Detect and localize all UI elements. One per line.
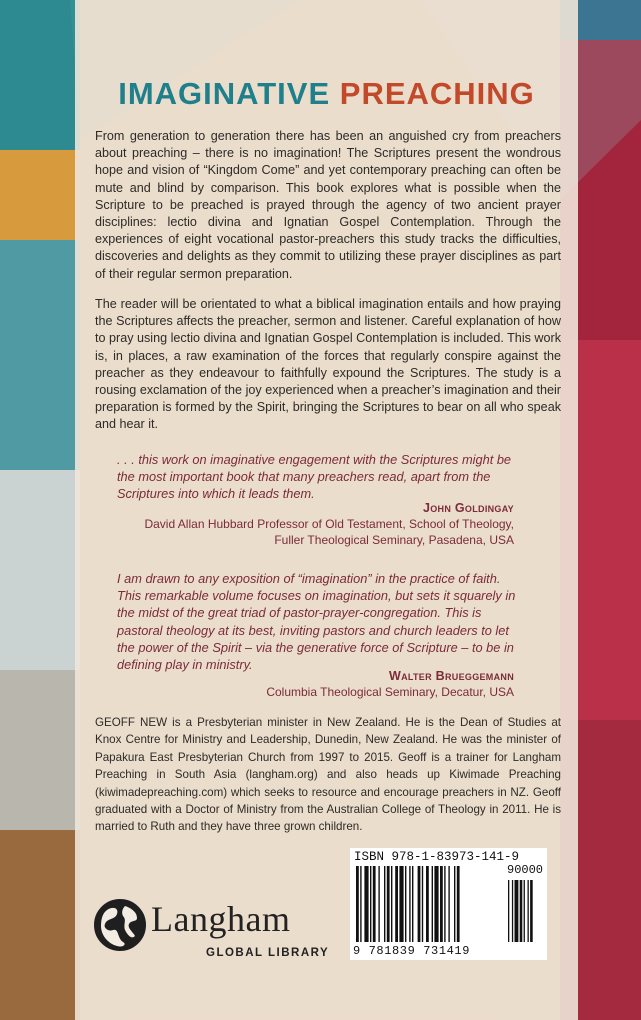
- endorser-name: Walter Brueggemann: [388, 669, 514, 683]
- endorser-affiliation: Columbia Theological Seminary, Decatur, USA: [266, 685, 514, 699]
- endorser-affiliation: David Allan Hubbard Professor of Old Testament, School of Theology,: [144, 517, 514, 531]
- globe-icon: [93, 898, 147, 952]
- publisher-name: Langham: [151, 899, 291, 939]
- endorsement-quote-1: . . . this work on imaginative engagement with the Scriptures might be the most important book that many preachers read, apart from the Scriptures into which it leads them.: [117, 452, 512, 502]
- publisher-logo: [93, 896, 343, 966]
- isbn-text: ISBN 978-1-83973-141-9: [354, 850, 520, 864]
- description-paragraph-2: The reader will be orientated to what a biblical imagination entails and how praying the Scriptures affects the preacher, sermon and listener. Careful explanation of how to pray using lectio divina and Ignatian Gospel Contemplation is included. This work is, in places, a raw examination of the forces that regularly conspire against the preacher as they endeavour to faithfully expound the Scriptures. The study is a rousing exclamation of the joy experienced when a preacher’s imagination and their preparation is formed by the Spirit, bringing the Scriptures to bear on all who speak and hear it.: [95, 297, 561, 432]
- endorsement-attribution-1: [144, 500, 514, 548]
- title-part-1: IMAGINATIVE: [118, 76, 331, 111]
- endorser-name: John Goldingay: [422, 501, 514, 515]
- isbn-barcode: [350, 848, 547, 960]
- endorsement-quote-2: I am drawn to any exposition of “imagination” in the practice of faith. This remarkable volume focuses on imagination, but sets it squarely in the midst of the great triad of pastor-prayer-congregation. This is pastoral theology at its best, inviting pastors and church leaders to let the power of the Spirit – via the generative force of Scripture – to be in defining play in ministry.: [117, 571, 516, 673]
- publisher-imprint: GLOBAL LIBRARY: [206, 947, 330, 959]
- endorsement-attribution-2: [266, 668, 514, 700]
- price-code: 90000: [507, 863, 544, 877]
- barcode-bars: [350, 866, 547, 946]
- author-bio: GEOFF NEW is a Presbyterian minister in New Zealand. He is the Dean of Studies at Knox Centre for Ministry and Leadership, Dunedin, New Zealand. He was the minister of Papakura East Presbyterian Church from 1997 to 2015. Geoff is a trainer for Langham Preaching in South Asia (langham.org) and also heads up Kiwimade Preaching (kiwimadepreaching.com) which seeks to resource and encourage preachers in NZ. Geoff graduated with a Doctor of Ministry from the Australian College of Theology in 2011. He is married to Ruth and they have three grown children.: [95, 716, 561, 834]
- ean-number: 9 781839 731419: [353, 944, 471, 958]
- book-title: [75, 76, 578, 112]
- description-paragraph-1: From generation to generation there has been an anguished cry from preachers about preaching – there is no imagination! The Scriptures present the wondrous hope and vision of “Kingdom Come” and yet contemporary preaching can often be mute and blind by comparison. This book explores what is possible when the Scripture to be preached is prayed through the agency of two ancient prayer disciplines: lectio divina and Ignatian Gospel Contemplation. Through the experiences of eight vocational pastor-preachers this study tracks the difficulties, discoveries and delights as they commit to utilizing these prayer disciplines as part of their regular sermon preparation.: [95, 129, 561, 281]
- endorser-affiliation: Fuller Theological Seminary, Pasadena, USA: [274, 533, 514, 547]
- title-part-2: PREACHING: [339, 76, 535, 111]
